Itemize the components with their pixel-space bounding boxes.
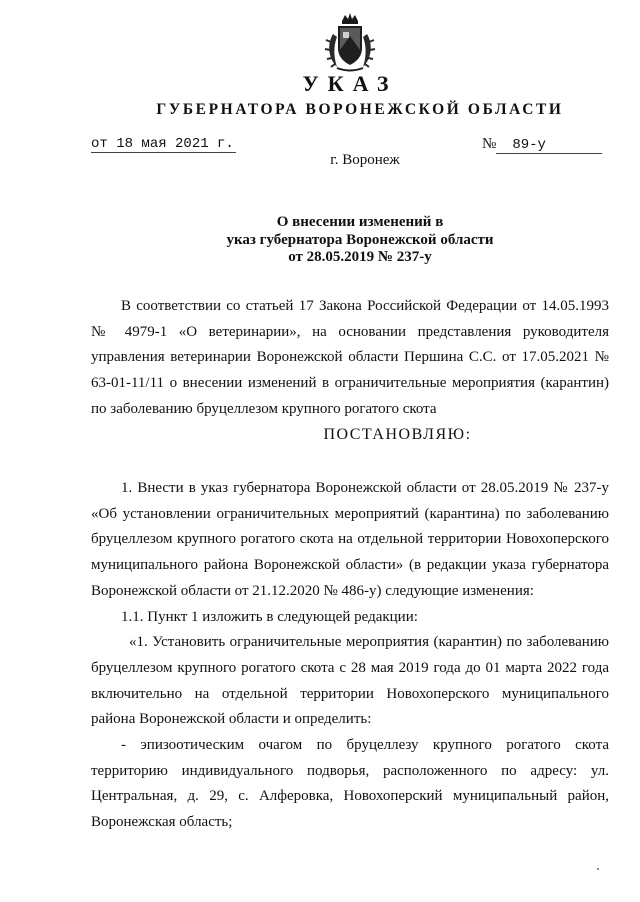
scan-speck <box>597 868 599 870</box>
preamble-paragraph: В соответствии со статьей 17 Закона Российской Федерации от 14.05.1993 № 4979-1 «О ветеринарии», на основании представления руководителя управления ветеринарии Воронежской области Першина С.С. от 17.05.2021 № 63-01-11/11 о внесении изменений в ограничительные мероприятия (карантин) по заболеванию бруцеллезом крупного рогатого скота <box>91 298 609 417</box>
coat-of-arms-emblem <box>323 12 377 74</box>
date-value: 18 мая 2021 г. <box>116 136 234 152</box>
title-line-1: О внесении изменений в <box>276 214 444 230</box>
clause-1: 1. Внести в указ губернатора Воронежской области от 28.05.2019 № 237-у «Об установлении ограничительных мероприятий (карантина) по заболеванию бруцеллезом крупного рогатого скота на отдельной территории Новохоперского муниципального района Воронежской области» (в редакции указа губернатора Воронежской области от 21.12.2020 № 486-у) следующие изменения: <box>91 480 609 599</box>
decree-number: 89-у <box>496 137 602 154</box>
number-sign: № <box>482 136 497 152</box>
preamble-block <box>91 294 609 447</box>
title-line-3: от 28.05.2019 № 237-у <box>288 249 432 265</box>
document-title <box>150 214 570 267</box>
clause-1-1: 1.1. Пункт 1 изложить в следующей редакции: <box>121 608 418 625</box>
quoted-clause-1: «1. Установить ограничительные мероприятия (карантин) по заболеванию бруцеллезом крупного рогатого скота с 28 мая 2019 года до 01 марта 2022 года включительно на отдельной территории Новохоперского муниципального района Воронежской области и определить: <box>91 634 609 728</box>
clauses-block <box>91 476 609 836</box>
date-prefix: от <box>91 136 108 152</box>
decree-heading: УКАЗ <box>302 71 398 96</box>
city: г. Воронеж <box>330 152 400 168</box>
bullet-epizootic-focus: - эпизоотическим очагом по бруцеллезу крупного рогатого скота территорию индивидуального подворья, расположенного по адресу: ул. Центральная, д. 29, с. Алферовка, Новохоперский муниципальный район, Воронежская область; <box>91 737 609 831</box>
date-line <box>91 136 236 152</box>
issuer-heading: ГУБЕРНАТОРА ВОРОНЕЖСКОЙ ОБЛАСТИ <box>156 101 564 118</box>
title-line-2: указ губернатора Воронежской области <box>226 231 494 248</box>
resolve-heading: ПОСТАНОВЛЯЮ: <box>323 425 472 443</box>
